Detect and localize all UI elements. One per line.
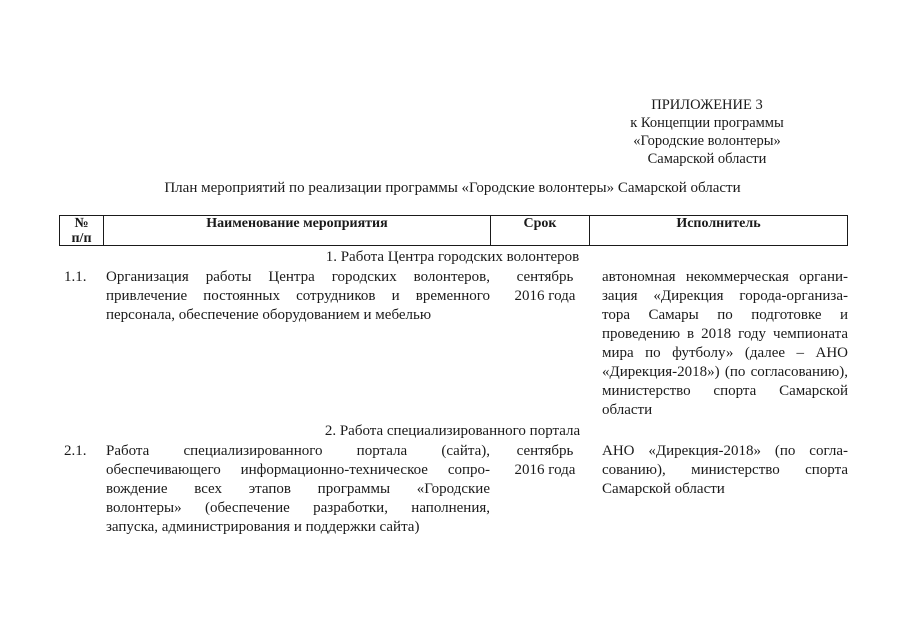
header-number-line2: п/п (71, 231, 92, 246)
row-executor (602, 268, 848, 420)
row-executor (602, 442, 848, 499)
row-executor-line: «Дирекция-2018») (по согласованию), (602, 364, 848, 380)
row-term-line: 2016 года (514, 288, 576, 304)
header-name: Наименование мероприятия (104, 216, 491, 245)
row-name-line: вождение всех этапов программы «Городские (106, 481, 490, 497)
header-term: Срок (491, 216, 590, 245)
row-number: 1.1. (64, 269, 87, 285)
row-name-line: Организация работы Центра городских волонтеров, (106, 269, 490, 285)
row-term (503, 442, 587, 480)
table-header (59, 215, 848, 246)
row-name (106, 442, 490, 537)
row-executor-line: сованию), министерство спорта (602, 462, 848, 478)
row-executor-line: АНО «Дирекция-2018» (по согла- (602, 443, 848, 459)
header-number-line1: № (74, 216, 89, 231)
row-name-line: привлечение постоянных сотрудников и временного (106, 288, 490, 304)
row-executor-line: проведению в 2018 году чемпионата (602, 326, 848, 342)
row-name-line: волонтеры» (обеспечение разработки, наполнения, (106, 500, 490, 516)
row-name-line: запуска, администрирования и поддержки сайта) (106, 519, 420, 535)
row-term-line: сентябрь (516, 443, 574, 459)
plan-title: План мероприятий по реализации программы «Городские волонтеры» Самарской области (164, 180, 741, 196)
header-executor: Исполнитель (676, 216, 761, 231)
row-name-line: обеспечивающего информационно-техническое сопро- (106, 462, 490, 478)
row-term-line: сентябрь (516, 269, 574, 285)
appendix-title: ПРИЛОЖЕНИЕ 3 (651, 97, 763, 113)
row-executor-line: Самарской области (602, 481, 725, 497)
appendix-header (587, 96, 827, 168)
row-term (503, 268, 587, 306)
row-name-line: Работа специализированного портала (сайта), (106, 443, 490, 459)
row-executor-line: тора Самары по подготовке и (602, 307, 848, 323)
row-executor-line: зация «Дирекция города-организа- (602, 288, 848, 304)
appendix-line: «Городские волонтеры» (633, 133, 781, 149)
row-name (106, 268, 490, 325)
section-title: 1. Работа Центра городских волонтеров (325, 249, 580, 265)
appendix-line: к Концепции программы (630, 115, 784, 131)
row-executor-line: министерство спорта Самарской (602, 383, 848, 399)
row-executor-line: области (602, 402, 653, 418)
header-number (60, 216, 104, 245)
row-name-line: персонала, обеспечение оборудованием и мебелью (106, 307, 432, 323)
row-number: 2.1. (64, 443, 87, 459)
row-executor-line: автономная некоммерческая органи- (602, 269, 848, 285)
row-executor-line: мира по футболу» (далее – АНО (602, 345, 848, 361)
section-title: 2. Работа специализированного портала (324, 423, 581, 439)
row-term-line: 2016 года (514, 462, 576, 478)
appendix-line: Самарской области (647, 151, 767, 167)
